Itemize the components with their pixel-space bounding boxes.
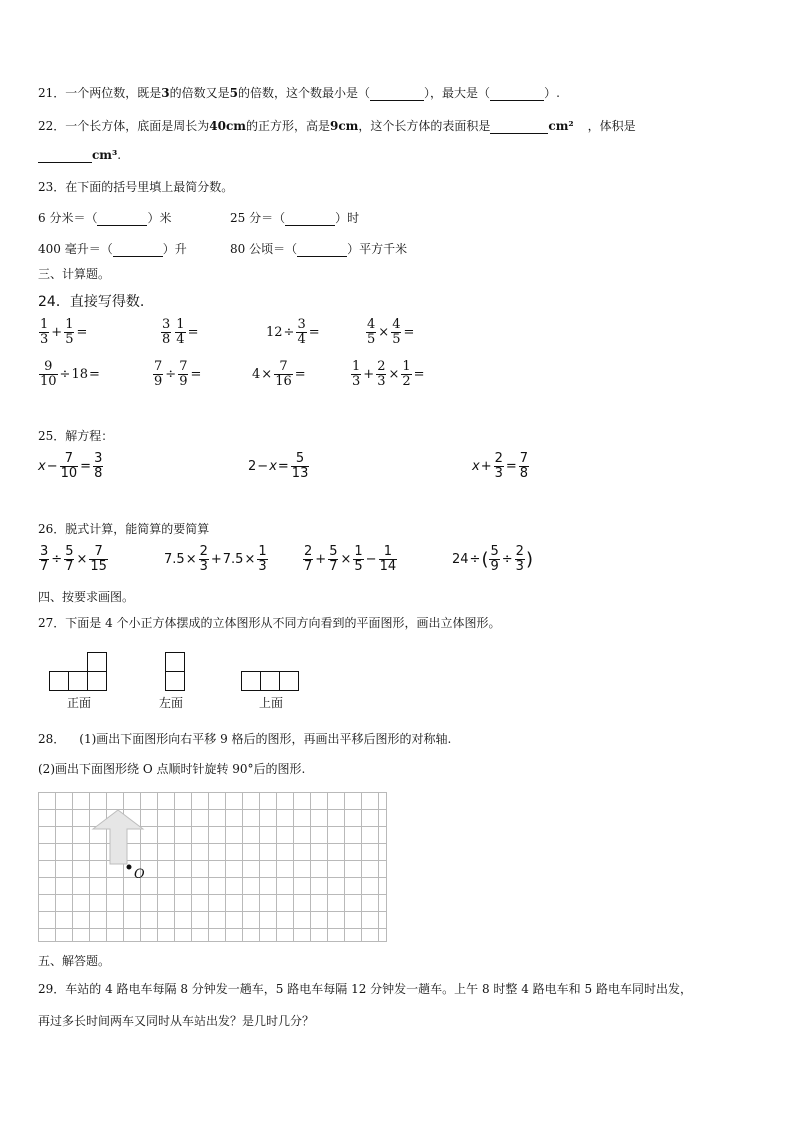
denominator: 10	[40, 373, 57, 389]
question-28	[38, 730, 451, 747]
numerator: 1	[176, 317, 185, 332]
math-term	[351, 360, 361, 388]
math-term: +	[480, 458, 492, 474]
numerator: 1	[354, 544, 363, 559]
top-view-figure	[240, 650, 302, 692]
view-caption: 正面	[66, 696, 91, 710]
top-view	[240, 650, 302, 711]
question-22	[38, 117, 636, 134]
denominator: 7	[329, 558, 338, 574]
unit: cm³	[92, 148, 118, 162]
math-term	[39, 360, 58, 388]
punct: .	[117, 148, 122, 162]
math-term: =	[187, 324, 199, 340]
numerator: 2	[377, 359, 386, 374]
math-term	[366, 318, 376, 346]
math-term	[172, 327, 174, 337]
math-term: =	[413, 366, 425, 382]
math-term: +	[315, 551, 327, 567]
math-term: ×	[388, 366, 400, 382]
math-term	[39, 545, 49, 573]
item-text: 25 分＝（	[230, 211, 286, 225]
math-term: x	[269, 458, 277, 474]
q-number: 29．	[38, 982, 66, 996]
numerator: 4	[367, 317, 376, 332]
q23-item-1	[38, 209, 171, 226]
numerator: 7	[89, 545, 108, 560]
unit: cm²	[548, 119, 574, 133]
q-value: 9cm	[330, 119, 359, 133]
math-term: ×	[76, 551, 88, 567]
math-term: ÷	[51, 551, 63, 567]
denominator: 8	[162, 331, 171, 347]
q-title: 下面是 4 个小正方体摆成的立体图形从不同方向看到的平面图形，画出立体图形。	[65, 616, 501, 630]
front-view	[48, 650, 110, 711]
math-term: ×	[378, 324, 390, 340]
q-text: ），最大是（	[424, 86, 491, 100]
math-term: ÷	[59, 366, 71, 382]
math-term: ×	[340, 551, 352, 567]
q-text: ，这个长方体的表面积是	[358, 119, 491, 133]
math-term: 7.5	[222, 551, 244, 567]
denominator: 10	[60, 465, 78, 481]
section-heading-5: 五、解答题。	[38, 954, 111, 968]
q-text: 的倍数，这个数最小是（	[238, 86, 371, 100]
numerator: 5	[490, 544, 499, 559]
q-title: 解方程：	[65, 429, 114, 443]
q-number: 28．	[38, 732, 66, 746]
math-term	[401, 360, 411, 388]
q23-item-4	[230, 240, 407, 257]
numerator: 4	[392, 317, 401, 332]
denominator: 3	[515, 558, 524, 574]
math-term	[199, 545, 209, 573]
q23-item-2	[230, 209, 359, 226]
numerator: 1	[352, 359, 361, 374]
answer-blank[interactable]	[297, 242, 347, 257]
denominator: 8	[94, 465, 103, 481]
numerator: 7	[274, 360, 293, 375]
numerator: 3	[297, 317, 306, 332]
math-term: =	[190, 366, 202, 382]
question-26	[38, 520, 209, 537]
math-term: +	[363, 366, 375, 382]
q-title: 脱式计算，能简算的要简算	[65, 522, 210, 536]
math-term: =	[403, 324, 415, 340]
item-text: 80 公顷＝（	[230, 242, 298, 256]
math-term	[178, 360, 188, 388]
numerator: 2	[304, 544, 313, 559]
denominator: 3	[40, 331, 49, 347]
q-number: 26．	[38, 522, 66, 536]
math-term: ×	[261, 366, 273, 382]
math-term: 2	[248, 458, 257, 474]
denominator: 8	[519, 465, 529, 481]
calc-item	[160, 318, 199, 346]
item-text: 400 毫升＝（	[38, 242, 113, 256]
math-term: ÷	[501, 551, 513, 567]
numerator: 7	[60, 452, 79, 467]
math-term: )	[525, 548, 533, 570]
q-text: 的倍数又是	[169, 86, 230, 100]
denominator: 3	[377, 373, 386, 389]
math-term	[376, 360, 386, 388]
numerator: 7	[154, 359, 163, 374]
numerator: 1	[379, 545, 398, 560]
question-25	[38, 427, 113, 444]
denominator: 3	[258, 558, 267, 574]
math-term	[519, 452, 529, 480]
numerator: 9	[39, 360, 58, 375]
numerator: 2	[515, 544, 524, 559]
question-23	[38, 178, 233, 195]
denominator: 3	[199, 558, 208, 574]
equation	[472, 452, 530, 480]
q-text: ）.	[544, 86, 560, 100]
math-term	[175, 318, 185, 346]
calc-expression	[164, 545, 269, 573]
math-term: (	[481, 548, 489, 570]
denominator: 9	[490, 558, 499, 574]
math-term	[153, 360, 163, 388]
numerator: 5	[291, 452, 310, 467]
math-term	[291, 452, 310, 480]
denominator: 4	[297, 331, 306, 347]
q23-item-3	[38, 240, 187, 257]
q-title: 在下面的括号里填上最简分数。	[65, 180, 234, 194]
math-term	[296, 318, 306, 346]
math-term: ×	[185, 551, 197, 567]
item-text: ）平方千米	[347, 242, 408, 256]
math-term	[257, 545, 267, 573]
calc-expression	[38, 545, 109, 573]
denominator: 9	[154, 373, 163, 389]
denominator: 5	[354, 558, 363, 574]
math-term: =	[76, 324, 88, 340]
q-text: 一个长方体，底面是周长为	[65, 119, 210, 133]
math-term: x	[472, 458, 480, 474]
left-view-figure	[163, 650, 187, 692]
numerator: 7	[519, 451, 529, 466]
calc-item	[365, 318, 415, 346]
math-term: =	[89, 366, 100, 382]
q-number: 22．	[38, 119, 66, 133]
denominator: 3	[352, 373, 361, 389]
denominator: 16	[275, 373, 292, 389]
section-heading-4: 四、按要求画图。	[38, 590, 135, 604]
calc-item	[252, 360, 307, 388]
question-22-cont	[38, 148, 121, 163]
q-text: 一个两位数，既是	[65, 86, 162, 100]
denominator: 5	[392, 331, 401, 347]
item-text: ）升	[162, 242, 187, 256]
calc-item	[152, 360, 202, 388]
q-text: 再过多长时间两车又同时从车站出发？是几时几分？	[38, 1014, 315, 1028]
denominator: 13	[291, 465, 309, 481]
math-term: =	[505, 458, 517, 474]
math-term: 18	[71, 366, 88, 382]
math-term: ÷	[165, 366, 177, 382]
q-text: 车站的 4 路电车每隔 8 分钟发一趟车，5 路电车每隔 12 分钟发一趟车。上午 8 时整 4 路电车和 5 路电车同时出发，	[65, 982, 692, 996]
math-term	[391, 318, 401, 346]
denominator: 7	[65, 558, 74, 574]
q-number-3: 3	[161, 86, 170, 100]
calc-item	[38, 360, 101, 388]
q-number: 25．	[38, 429, 66, 443]
denominator: 5	[65, 331, 74, 347]
math-term	[89, 545, 108, 573]
math-term: ÷	[283, 324, 295, 340]
numerator: 3	[94, 451, 103, 466]
answer-blank[interactable]	[97, 211, 147, 226]
item-text: 6 分米＝（	[38, 211, 98, 225]
item-text: ）时	[335, 211, 360, 225]
math-term: =	[294, 366, 306, 382]
numerator: 5	[65, 544, 74, 559]
math-term	[328, 545, 338, 573]
grid-canvas[interactable]	[38, 792, 390, 942]
math-term: +	[210, 551, 222, 567]
q-number: 27．	[38, 616, 66, 630]
math-term: ÷	[469, 551, 481, 567]
q-text: ，体积是	[587, 119, 636, 133]
answer-blank[interactable]	[490, 119, 548, 134]
section-heading-3: 三、计算题。	[38, 267, 111, 281]
calc-expression	[452, 545, 533, 573]
math-term: =	[277, 458, 289, 474]
math-term: −	[257, 458, 269, 474]
denominator: 2	[402, 373, 411, 389]
math-term: −	[46, 458, 58, 474]
calc-item	[38, 318, 88, 346]
numerator: 3	[40, 544, 49, 559]
math-term	[379, 545, 398, 573]
question-28-part2	[38, 760, 305, 777]
calc-item	[266, 318, 321, 346]
answer-blank[interactable]	[370, 86, 424, 101]
math-term	[489, 545, 499, 573]
point-o-label: O	[134, 867, 145, 882]
q-title: 直接写得数.	[69, 294, 145, 310]
math-term: 7.5	[164, 551, 185, 567]
q-text: (1)画出下面图形向右平移 9 格后的图形，再画出平移后图形的对称轴.	[79, 732, 452, 746]
front-view-figure	[48, 650, 110, 692]
numerator: 1	[258, 544, 267, 559]
math-term	[515, 545, 525, 573]
math-term	[39, 318, 49, 346]
math-term: 12	[266, 324, 283, 340]
denominator: 7	[40, 558, 49, 574]
q-value: 40cm	[209, 119, 246, 133]
math-term: 24	[452, 551, 469, 567]
drawing-grid[interactable]	[38, 792, 390, 945]
q-number-5: 5	[229, 86, 239, 100]
question-24	[38, 291, 144, 311]
denominator: 3	[494, 465, 503, 481]
math-term	[274, 360, 293, 388]
question-21	[38, 84, 560, 101]
view-caption: 左面	[159, 696, 184, 710]
math-term: 4	[252, 366, 261, 382]
equation	[248, 452, 310, 480]
denominator: 14	[379, 558, 397, 574]
view-caption: 上面	[258, 696, 283, 710]
math-term	[60, 452, 79, 480]
math-term	[353, 545, 363, 573]
left-view	[159, 650, 187, 711]
answer-blank[interactable]	[285, 211, 335, 226]
math-term: +	[51, 324, 63, 340]
answer-blank[interactable]	[113, 242, 163, 257]
math-term: =	[80, 458, 92, 474]
math-term: =	[308, 324, 320, 340]
numerator: 3	[162, 317, 171, 332]
item-text: ）米	[147, 211, 172, 225]
math-term	[64, 318, 74, 346]
numerator: 5	[329, 544, 338, 559]
question-27	[38, 614, 501, 631]
equation	[38, 452, 104, 480]
arrow-shape	[93, 810, 143, 864]
math-term	[494, 452, 504, 480]
calc-expression	[302, 545, 398, 573]
numerator: 2	[199, 544, 208, 559]
answer-blank[interactable]	[38, 148, 92, 163]
math-term	[161, 318, 171, 346]
denominator: 4	[176, 331, 185, 347]
numerator: 7	[179, 359, 188, 374]
point-o	[127, 865, 132, 870]
numerator: 1	[402, 359, 411, 374]
q-number: 24．	[38, 294, 70, 310]
question-29-cont	[38, 1012, 314, 1029]
math-term	[64, 545, 74, 573]
math-term: ×	[244, 551, 256, 567]
denominator: 5	[367, 331, 376, 347]
denominator: 9	[179, 373, 188, 389]
calc-item	[350, 360, 426, 388]
q-number: 21．	[38, 86, 66, 100]
q-number: 23．	[38, 180, 66, 194]
q-text: 的正方形，高是	[246, 119, 331, 133]
math-term: x	[38, 458, 46, 474]
numerator: 1	[65, 317, 74, 332]
denominator: 7	[304, 558, 313, 574]
denominator: 15	[90, 558, 107, 574]
q-text: (2)画出下面图形绕 O 点顺时针旋转 90°后的图形.	[38, 762, 306, 776]
numerator: 2	[494, 451, 503, 466]
math-term: −	[365, 551, 377, 567]
numerator: 1	[40, 317, 49, 332]
answer-blank[interactable]	[490, 86, 544, 101]
math-term	[93, 452, 103, 480]
question-29	[38, 980, 692, 997]
math-term	[303, 545, 313, 573]
